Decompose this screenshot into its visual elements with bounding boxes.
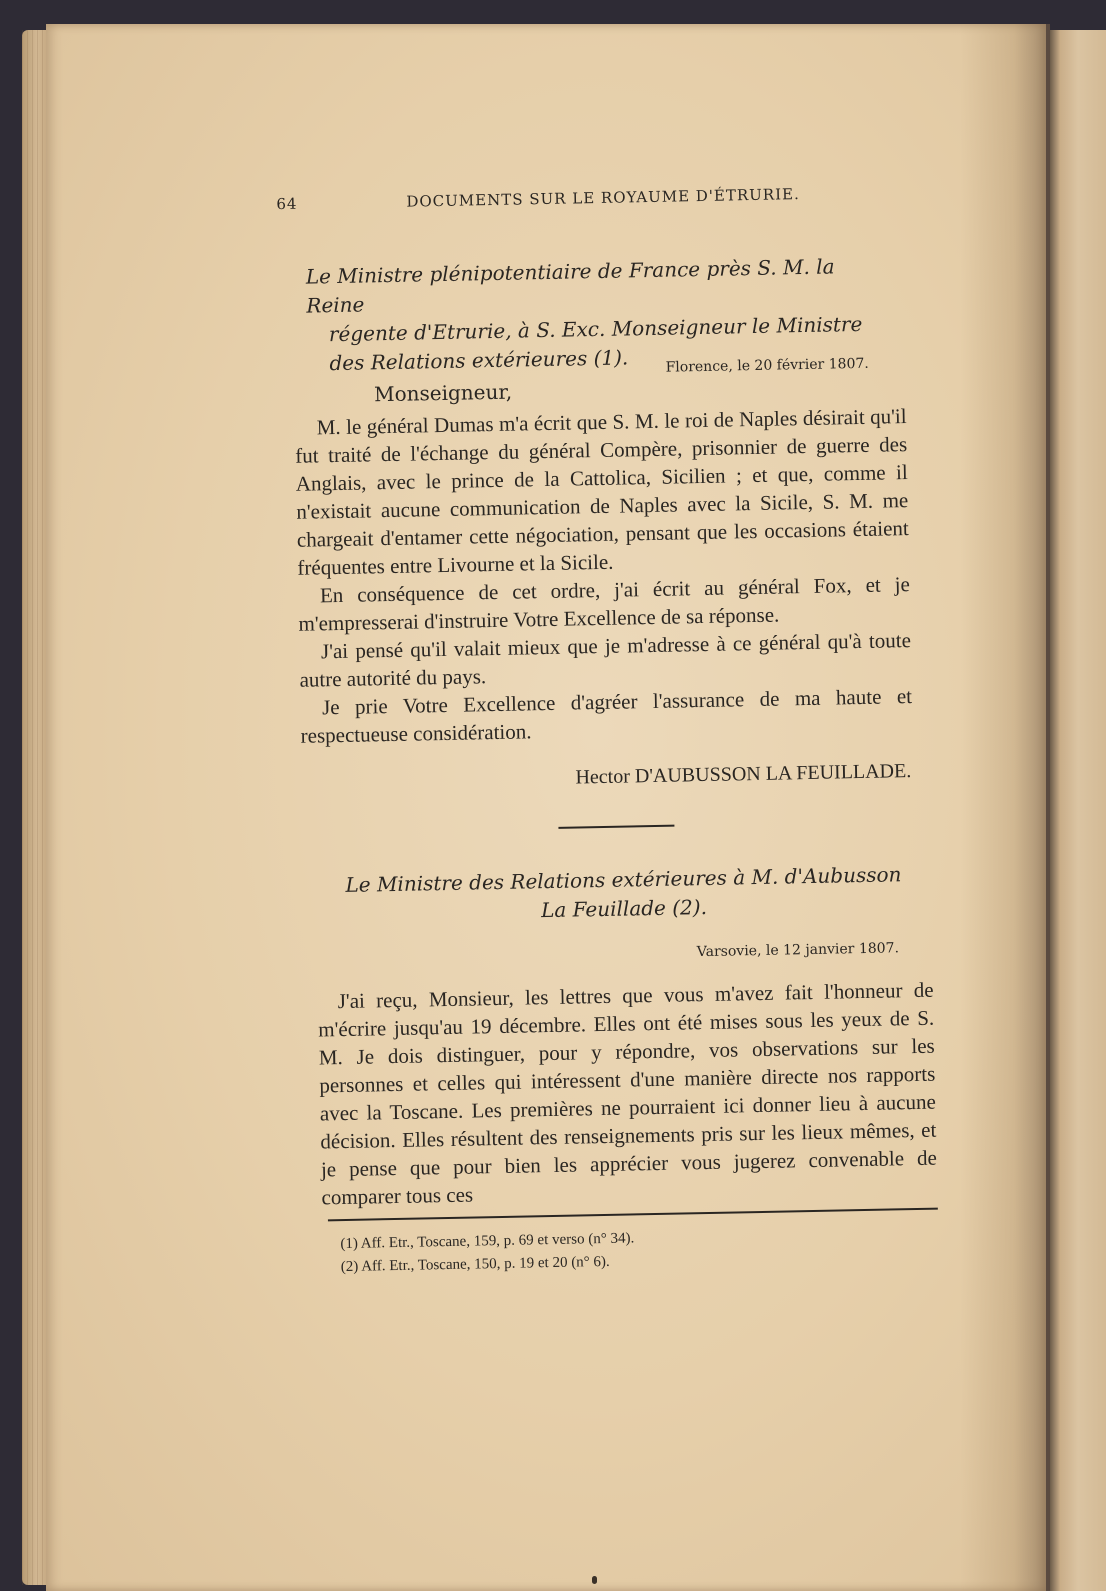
letter-2-dateline: Varsovie, le 12 janvier 1807. <box>696 940 900 961</box>
ink-speck <box>592 1576 597 1584</box>
paragraph: J'ai pensé qu'il valait mieux que je m'adresse à ce général qu'à toute autre autorité du pays. <box>299 628 912 692</box>
paragraph: M. le général Dumas m'a écrit que S. M. le roi de Naples désirait qu'il fut traité de l'échange du général Compère, prisonnier de guerre des Anglais, avec le prince de la Cattolica, Sicilien ; et que, comme il n'existait aucune communication de Naples avec la Sicile, S. M. me chargeait d'entamer cette négociation, pensant que les occasions étaient fréquentes entre Livourne et la Sicile. <box>295 404 909 580</box>
paragraph: Je prie Votre Excellence d'agréer l'assurance de ma haute et respectueuse considération. <box>300 684 913 748</box>
page-number: 64 <box>276 194 298 214</box>
letter-1-signature: Hector D'AUBUSSON LA FEUILLADE. <box>575 760 912 789</box>
letter-1-heading-line: régente d'Etrurie, à S. Exc. Monseigneur le Ministre <box>328 311 863 347</box>
footnote-rule <box>328 1208 938 1222</box>
letter-2-heading-line: Le Ministre des Relations extérieures à M. d'Aubusson <box>345 862 902 897</box>
footnotes <box>340 1227 635 1279</box>
running-head-title: DOCUMENTS SUR LE ROYAUME D'ÉTRURIE. <box>406 185 800 211</box>
paragraph: En conséquence de cet ordre, j'ai écrit au général Fox, et je m'empresserai d'instruire Votre Excellence de sa réponse. <box>298 572 911 636</box>
letter-2-heading-line: La Feuillade (2). <box>540 894 708 923</box>
letter-1-heading-line: Le Ministre plénipotentiaire de France près S. M. la Reine <box>305 254 835 318</box>
letter-1-salutation: Monseigneur, <box>373 379 513 407</box>
footnote: (1) Aff. Etr., Toscane, 159, p. 69 et verso (n° 34). <box>340 1230 635 1253</box>
letter-1-heading-line: des Relations extérieures (1). <box>329 345 629 376</box>
running-head <box>276 185 800 214</box>
paragraph: J'ai reçu, Monsieur, les lettres que vous m'avez fait l'honneur de m'écrire jusqu'au 19 décembre. Elles ont été mises sous les yeux de S. M. Je dois distinguer, pour y répondre, vos observations sur les personnes et celles qui intéressent d'une manière directe nos rapports avec la Toscane. Les premières ne pourraient ici donner lieu à aucune décision. Elles résultent des renseignements pris sur les lieux mêmes, et je pense que pour bien les apprécier vous jugerez convenable de comparer tous ces <box>318 977 938 1210</box>
section-separator <box>558 825 674 829</box>
letter-1-dateline: Florence, le 20 février 1807. <box>665 355 869 376</box>
letter-1-body <box>294 402 912 750</box>
letter-2-heading <box>343 860 904 929</box>
footnote: (2) Aff. Etr., Toscane, 150, p. 19 et 20 (n° 6). <box>340 1253 610 1276</box>
letter-2-body <box>317 976 937 1212</box>
